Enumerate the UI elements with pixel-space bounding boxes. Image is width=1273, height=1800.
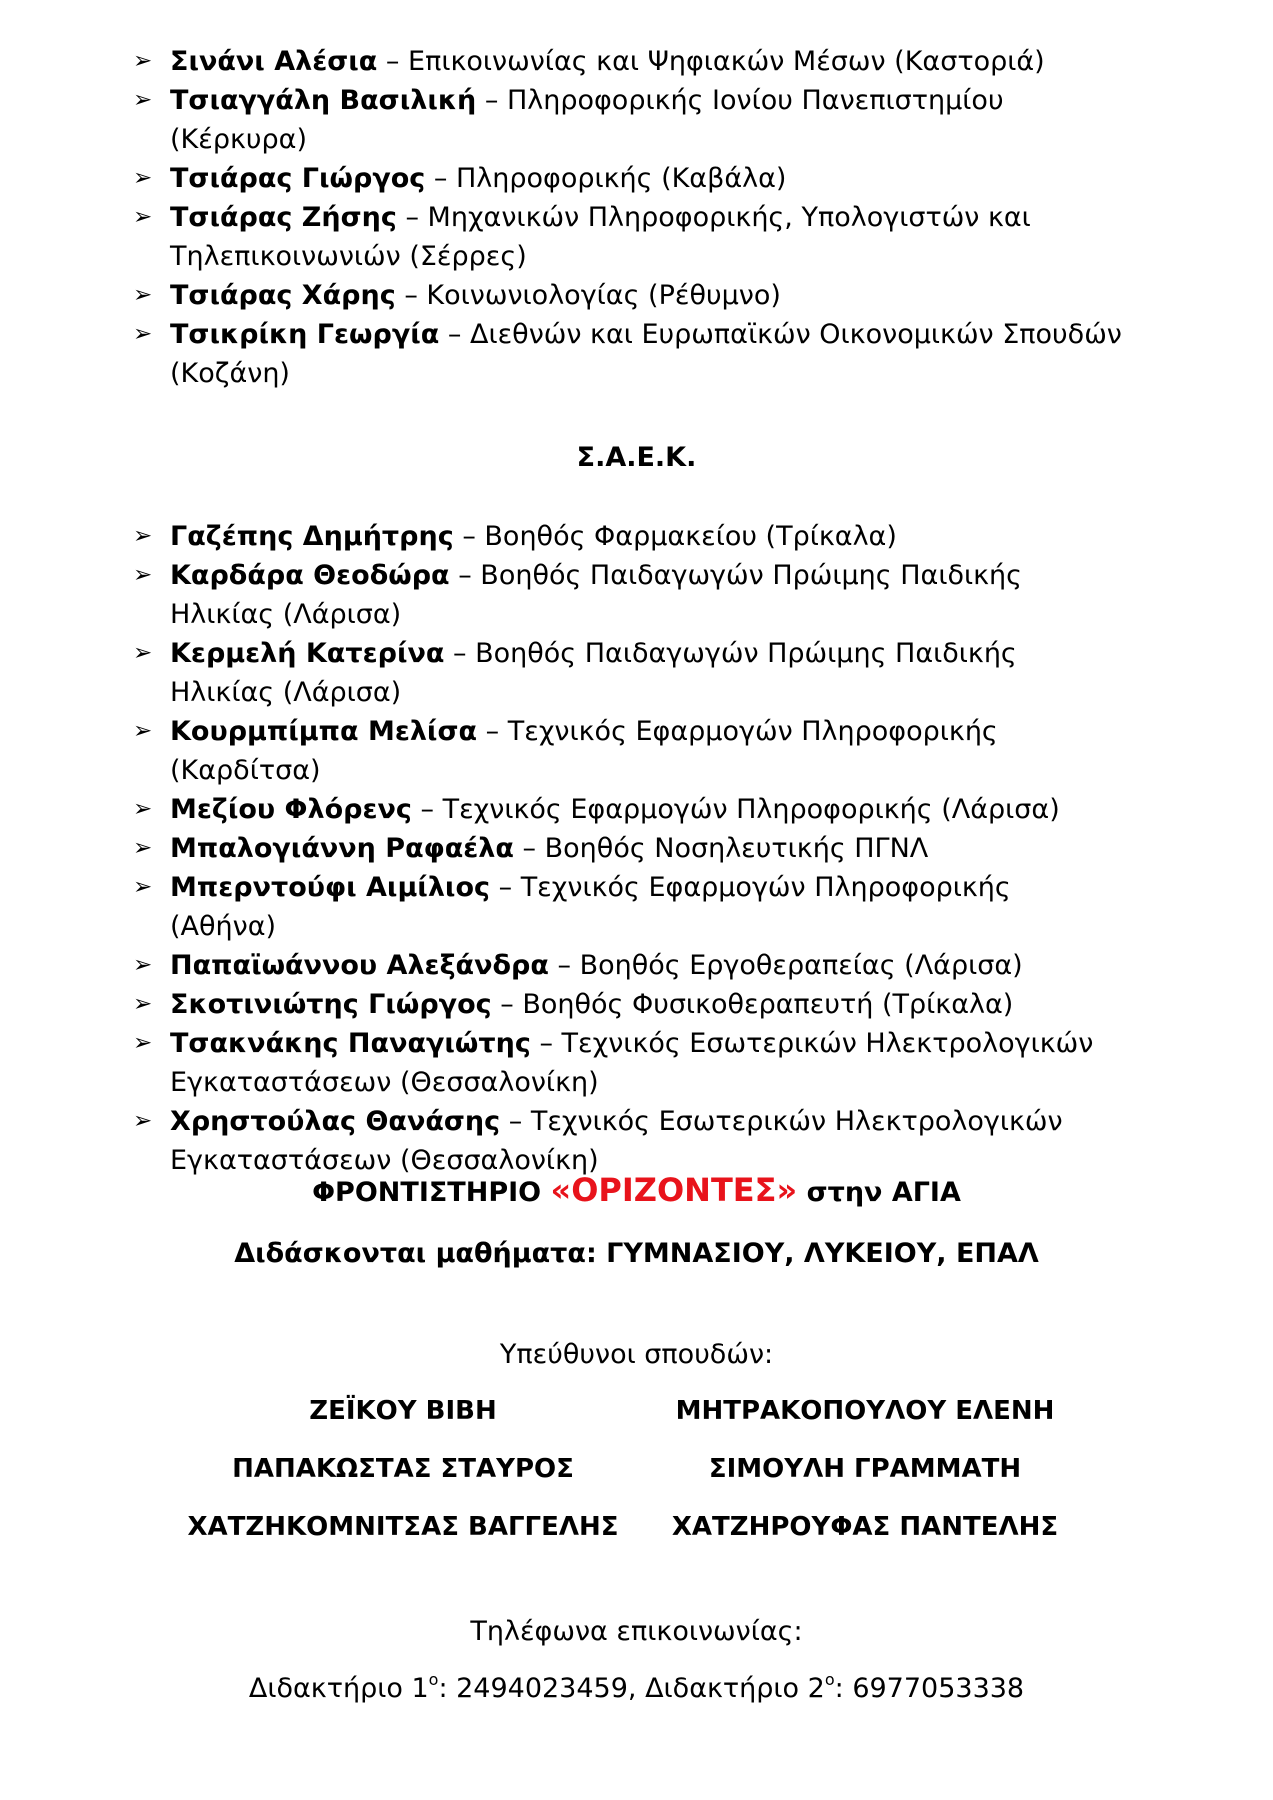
dash: – (485, 716, 500, 747)
person-name: Μπερντούφι Αιμίλιος (170, 872, 490, 903)
arrow-bullet-icon: ➢ (133, 718, 153, 744)
arrow-bullet-icon: ➢ (133, 952, 153, 978)
list-item (0, 634, 1273, 712)
program-name: Κοινωνιολογίας (Ρέθυμνο) (426, 280, 781, 311)
responsible-name: ΖΕΪΚΟΥ ΒΙΒΗ (309, 1396, 497, 1426)
dash: – (462, 521, 476, 552)
title-prefix: ΦΡΟΝΤΙΣΤΗΡΙΟ (312, 1177, 542, 1208)
program-name: Βοηθός Εργοθεραπείας (Λάρισα) (579, 950, 1023, 981)
dash: – (498, 872, 513, 903)
right-names-column (605, 1392, 1125, 1566)
list-item (0, 556, 1273, 634)
dash: – (539, 1028, 553, 1059)
person-name: Τσικρίκη Γεωργία (170, 319, 440, 350)
list-item (0, 42, 1273, 81)
person-name: Κουρμπίμπα Μελίσα (170, 716, 478, 747)
dash: – (484, 85, 499, 116)
program-name: Τεχνικός Εφαρμογών Πληροφορικής (Λάρισα) (442, 794, 1060, 825)
university-list (0, 42, 1273, 393)
program-name: Μηχανικών Πληροφορικής, Υπολογιστών και Τηλεπικοινωνιών (Σέρρες) (170, 202, 1031, 272)
program-name: Διεθνών και Ευρωπαϊκών Οικονομικών Σπουδών (Κοζάνη) (170, 319, 1122, 389)
person-name: Τσιαγγάλη Βασιλική (170, 85, 477, 116)
list-item (0, 1102, 1273, 1180)
arrow-bullet-icon: ➢ (133, 835, 153, 861)
program-name: Τεχνικός Εσωτερικών Ηλεκτρολογικών Εγκαταστάσεων (Θεσσαλονίκη) (170, 1028, 1094, 1098)
arrow-bullet-icon: ➢ (133, 523, 153, 549)
phone2-number: : 6977053338 (834, 1673, 1025, 1704)
saek-heading: Σ.Α.Ε.Κ. (576, 442, 697, 473)
dash: – (405, 202, 419, 233)
program-name: Βοηθός Φυσικοθεραπευτή (Τρίκαλα) (522, 989, 1014, 1020)
person-name: Μπαλογιάννη Ραφαέλα (170, 833, 514, 864)
program-name: Τεχνικός Εφαρμογών Πληροφορικής (Αθήνα) (170, 872, 1011, 942)
left-names-column (143, 1392, 663, 1566)
list-item (0, 985, 1273, 1024)
arrow-bullet-icon: ➢ (133, 48, 153, 74)
arrow-bullet-icon: ➢ (133, 640, 153, 666)
program-name: Βοηθός Παιδαγωγών Πρώιμης Παιδικής Ηλικίας (Λάρισα) (170, 560, 1022, 630)
person-name: Καρδάρα Θεοδώρα (170, 560, 450, 591)
responsible-name: ΣΙΜΟΥΛΗ ΓΡΑΜΜΑΤΗ (708, 1454, 1022, 1484)
person-name: Τσιάρας Χάρης (170, 280, 396, 311)
responsible-label: Υπεύθυνοι σπουδών: (499, 1339, 774, 1370)
arrow-bullet-icon: ➢ (133, 874, 153, 900)
program-name: Τεχνικός Εφαρμογών Πληροφορικής (Καρδίτσα) (170, 716, 998, 786)
dash: – (500, 989, 514, 1020)
dash: – (447, 319, 462, 350)
list-item (0, 159, 1273, 198)
person-name: Γαζέπης Δημήτρης (170, 521, 454, 552)
list-item (0, 946, 1273, 985)
arrow-bullet-icon: ➢ (133, 796, 153, 822)
saek-list (0, 517, 1273, 1180)
person-name: Τσακνάκης Παναγιώτης (170, 1028, 531, 1059)
phone1-label: Διδακτήριο 1 (248, 1673, 429, 1704)
subjects-line: Διδάσκονται μαθήματα: ΓΥΜΝΑΣΙΟΥ, ΛΥΚΕΙΟΥ, ΕΠΑΛ (234, 1238, 1039, 1269)
person-name: Σινάνι Αλέσια (170, 46, 378, 77)
person-name: Σκοτινιώτης Γιώργος (170, 989, 492, 1020)
arrow-bullet-icon: ➢ (133, 321, 153, 347)
dash: – (557, 950, 571, 981)
dash: – (385, 46, 400, 77)
dash: – (433, 163, 448, 194)
list-item (0, 315, 1273, 393)
list-item (0, 790, 1273, 829)
dash: – (458, 560, 472, 591)
program-name: Βοηθός Φαρμακείου (Τρίκαλα) (484, 521, 897, 552)
person-name: Τσιάρας Ζήσης (170, 202, 397, 233)
program-name: Βοηθός Νοσηλευτικής ΠΓΝΛ (544, 833, 929, 864)
dash: – (420, 794, 434, 825)
program-name: Πληροφορικής Ιονίου Πανεπιστημίου (Κέρκυρα) (170, 85, 1004, 155)
list-item (0, 276, 1273, 315)
phones-label: Τηλέφωνα επικοινωνίας: (470, 1616, 803, 1647)
program-name: Πληροφορικής (Καβάλα) (455, 163, 787, 194)
responsible-name: ΧΑΤΖΗΚΟΜΝΙΤΣΑΣ ΒΑΓΓΕΛΗΣ (187, 1512, 619, 1542)
responsible-name: ΠΑΠΑΚΩΣΤΑΣ ΣΤΑΥΡΟΣ (232, 1454, 574, 1484)
arrow-bullet-icon: ➢ (133, 204, 153, 230)
phone1-number: : 2494023459, (438, 1673, 637, 1704)
person-name: Μεζίου Φλόρενς (170, 794, 412, 825)
dash: – (508, 1106, 523, 1137)
person-name: Κερμελή Κατερίνα (170, 638, 445, 669)
list-item (0, 829, 1273, 868)
list-item (0, 198, 1273, 276)
phone2-label: Διδακτήριο 2 (645, 1673, 825, 1704)
tutoring-center-title (0, 1171, 1273, 1212)
arrow-bullet-icon: ➢ (133, 562, 153, 588)
arrow-bullet-icon: ➢ (133, 87, 153, 113)
arrow-bullet-icon: ➢ (133, 282, 153, 308)
person-name: Παπαϊωάννου Αλεξάνδρα (170, 950, 549, 981)
list-item (0, 712, 1273, 790)
person-name: Τσιάρας Γιώργος (170, 163, 426, 194)
dash: – (404, 280, 418, 311)
list-item (0, 81, 1273, 159)
dash: – (453, 638, 467, 669)
phones-line (0, 1669, 1273, 1708)
list-item (0, 868, 1273, 946)
dash: – (522, 833, 537, 864)
list-item (0, 1024, 1273, 1102)
title-suffix: στην ΑΓΙΑ (806, 1177, 961, 1208)
brand-name: «ΟΡΙΖΟΝΤΕΣ» (550, 1171, 798, 1209)
phone2-sup: ο (824, 1670, 835, 1689)
program-name: Επικοινωνίας και Ψηφιακών Μέσων (Καστοριά) (408, 46, 1045, 77)
phone1-sup: ο (428, 1670, 439, 1689)
responsible-name: ΜΗΤΡΑΚΟΠΟΥΛΟΥ ΕΛΕΝΗ (675, 1396, 1055, 1426)
program-name: Τεχνικός Εσωτερικών Ηλεκτρολογικών Εγκαταστάσεων (Θεσσαλονίκη) (170, 1106, 1063, 1176)
arrow-bullet-icon: ➢ (133, 991, 153, 1017)
arrow-bullet-icon: ➢ (133, 165, 153, 191)
responsible-name: ΧΑΤΖΗΡΟΥΦΑΣ ΠΑΝΤΕΛΗΣ (671, 1512, 1059, 1542)
list-item (0, 517, 1273, 556)
arrow-bullet-icon: ➢ (133, 1030, 153, 1056)
program-name: Βοηθός Παιδαγωγών Πρώιμης Παιδικής Ηλικίας (Λάρισα) (170, 638, 1017, 708)
person-name: Χρηστούλας Θανάσης (170, 1106, 501, 1137)
arrow-bullet-icon: ➢ (133, 1108, 153, 1134)
